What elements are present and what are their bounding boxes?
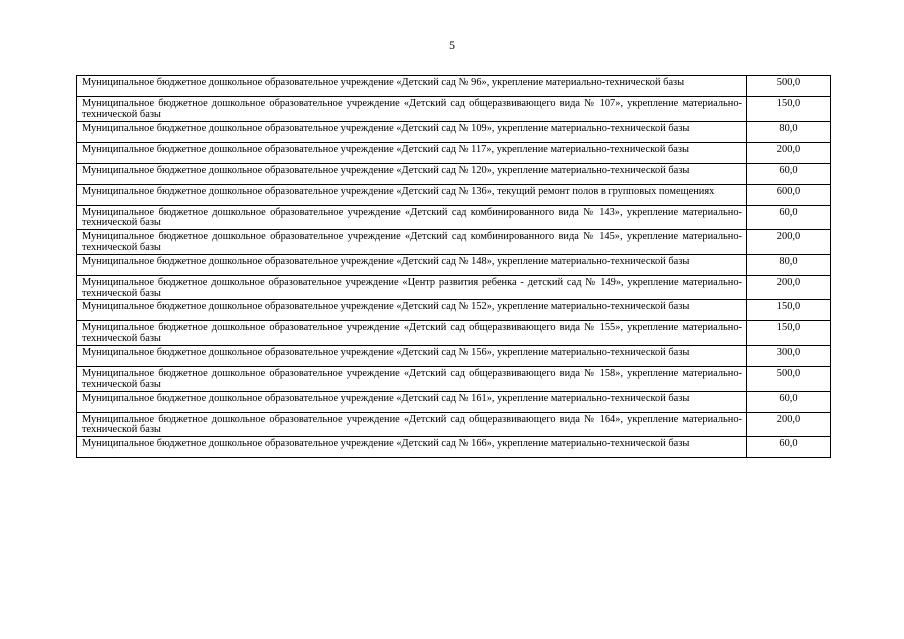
row-amount: 200,0 (747, 230, 831, 255)
row-amount: 60,0 (747, 205, 831, 230)
row-amount: 150,0 (747, 300, 831, 321)
table-row (77, 300, 831, 321)
row-amount: 500,0 (747, 366, 831, 391)
row-amount: 200,0 (747, 412, 831, 437)
row-description: Муниципальное бюджетное дошкольное образовательное учреждение «Детский сад общеразвивающего вида № 155», укрепление материально-технической базы (77, 321, 747, 346)
row-amount: 80,0 (747, 254, 831, 275)
row-description: Муниципальное бюджетное дошкольное образовательное учреждение «Детский сад № 166», укрепление материально-технической базы (77, 437, 747, 458)
table-row (77, 184, 831, 205)
row-description: Муниципальное бюджетное дошкольное образовательное учреждение «Детский сад № 120», укрепление материально-технической базы (77, 163, 747, 184)
funding-table (76, 75, 831, 458)
row-description: Муниципальное бюджетное дошкольное образовательное учреждение «Центр развития ребенка - детский сад № 149», укрепление материально-технической базы (77, 275, 747, 300)
row-description: Муниципальное бюджетное дошкольное образовательное учреждение «Детский сад № 117», укрепление материально-технической базы (77, 142, 747, 163)
row-amount: 500,0 (747, 76, 831, 97)
row-description: Муниципальное бюджетное дошкольное образовательное учреждение «Детский сад № 156», укрепление материально-технической базы (77, 345, 747, 366)
row-description: Муниципальное бюджетное дошкольное образовательное учреждение «Детский сад № 152», укрепление материально-технической базы (77, 300, 747, 321)
row-amount: 60,0 (747, 391, 831, 412)
row-description: Муниципальное бюджетное дошкольное образовательное учреждение «Детский сад № 96», укрепление материально-технической базы (77, 76, 747, 97)
table-row (77, 412, 831, 437)
row-amount: 200,0 (747, 275, 831, 300)
table-row (77, 97, 831, 122)
table-row (77, 321, 831, 346)
row-description: Муниципальное бюджетное дошкольное образовательное учреждение «Детский сад общеразвивающего вида № 107», укрепление материально-технической базы (77, 97, 747, 122)
table-row (77, 437, 831, 458)
row-amount: 300,0 (747, 345, 831, 366)
table-row (77, 121, 831, 142)
row-description: Муниципальное бюджетное дошкольное образовательное учреждение «Детский сад комбинированного вида № 143», укрепление материально-технической базы (77, 205, 747, 230)
table-row (77, 142, 831, 163)
row-description: Муниципальное бюджетное дошкольное образовательное учреждение «Детский сад комбинированного вида № 145», укрепление материально-технической базы (77, 230, 747, 255)
row-amount: 150,0 (747, 321, 831, 346)
row-amount: 600,0 (747, 184, 831, 205)
page-number: 5 (449, 38, 455, 52)
table-row (77, 366, 831, 391)
row-amount: 80,0 (747, 121, 831, 142)
row-description: Муниципальное бюджетное дошкольное образовательное учреждение «Детский сад № 148», укрепление материально-технической базы (77, 254, 747, 275)
table-row (77, 163, 831, 184)
table-row (77, 76, 831, 97)
table-row (77, 345, 831, 366)
row-amount: 200,0 (747, 142, 831, 163)
row-description: Муниципальное бюджетное дошкольное образовательное учреждение «Детский сад № 161», укрепление материально-технической базы (77, 391, 747, 412)
table-row (77, 205, 831, 230)
row-description: Муниципальное бюджетное дошкольное образовательное учреждение «Детский сад общеразвивающего вида № 158», укрепление материально-технической базы (77, 366, 747, 391)
row-amount: 60,0 (747, 163, 831, 184)
table-row (77, 254, 831, 275)
table-row (77, 230, 831, 255)
row-amount: 60,0 (747, 437, 831, 458)
row-description: Муниципальное бюджетное дошкольное образовательное учреждение «Детский сад № 136», текущий ремонт полов в групповых помещениях (77, 184, 747, 205)
table-row (77, 275, 831, 300)
table-row (77, 391, 831, 412)
row-amount: 150,0 (747, 97, 831, 122)
row-description: Муниципальное бюджетное дошкольное образовательное учреждение «Детский сад № 109», укрепление материально-технической базы (77, 121, 747, 142)
row-description: Муниципальное бюджетное дошкольное образовательное учреждение «Детский сад общеразвивающего вида № 164», укрепление материально-технической базы (77, 412, 747, 437)
